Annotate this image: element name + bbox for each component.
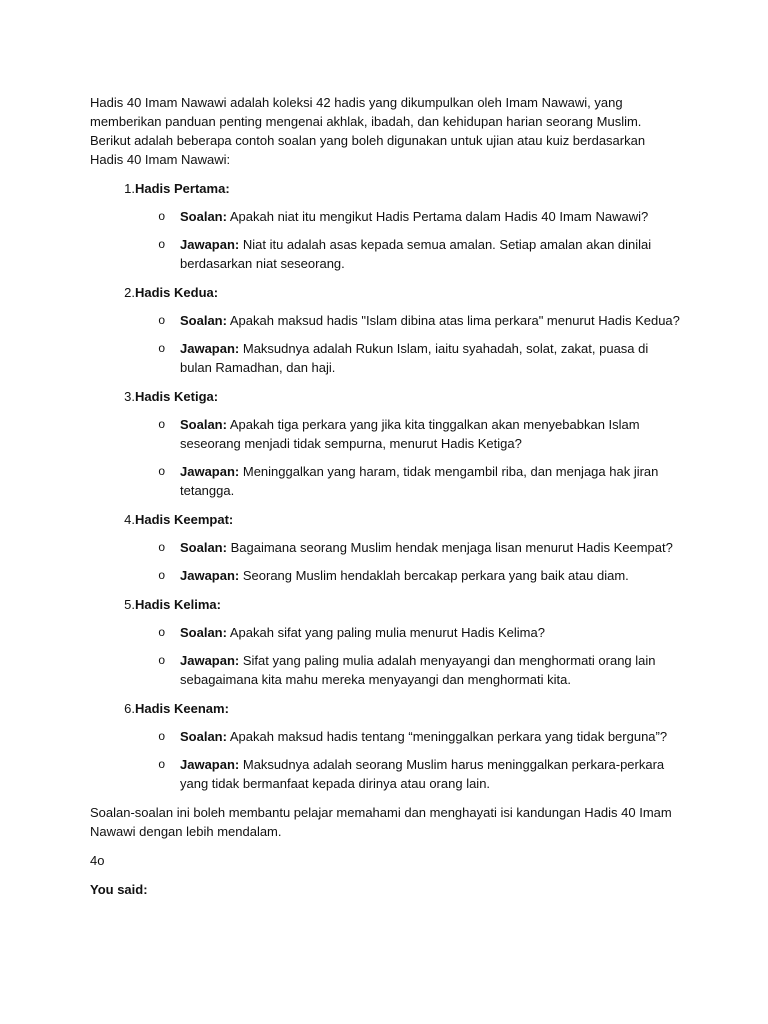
question-label: Soalan: [180,540,227,555]
answer-text: Jawapan: Sifat yang paling mulia adalah menyayangi dan menghormati orang lain sebagaimana kita mahu mereka menyayangi dan menghormati kita. [180,653,656,687]
answer-label: Jawapan: [180,464,240,479]
hadis-title: Hadis Keempat: [135,512,234,527]
bullet-icon: o [158,757,165,771]
hadis-item [90,179,680,273]
bullet-icon: o [158,540,165,554]
hadis-item [90,283,680,377]
question-text: Soalan: Apakah sifat yang paling mulia menurut Hadis Kelima? [180,625,545,640]
question-label: Soalan: [180,417,227,432]
question-item [90,207,680,226]
hadis-item [90,510,680,585]
question-item [90,415,680,453]
bullet-icon: o [158,568,165,582]
list-number: 5. [124,597,135,612]
bullet-icon: o [158,417,165,431]
question-text: Soalan: Bagaimana seorang Muslim hendak menjaga lisan menurut Hadis Keempat? [180,540,673,555]
bullet-icon: o [158,653,165,667]
answer-item [90,235,680,273]
question-label: Soalan: [180,625,227,640]
hadis-title: Hadis Ketiga: [135,389,219,404]
bullet-icon: o [158,237,165,251]
question-label: Soalan: [180,209,227,224]
answer-label: Jawapan: [180,341,240,356]
list-number: 1. [124,181,135,196]
hadis-heading [90,283,680,302]
answer-text: Jawapan: Seorang Muslim hendaklah bercakap perkara yang baik atau diam. [180,568,629,583]
answer-label: Jawapan: [180,653,240,668]
question-text: Soalan: Apakah maksud hadis tentang “meninggalkan perkara yang tidak berguna”? [180,729,668,744]
question-text: Soalan: Apakah tiga perkara yang jika kita tinggalkan akan menyebabkan Islam seseorang menjadi tidak sempurna, menurut Hadis Ketiga? [180,417,640,451]
list-number: 3. [124,389,135,404]
hadis-heading [90,179,680,198]
answer-text: Jawapan: Niat itu adalah asas kepada semua amalan. Setiap amalan akan dinilai berdasarkan niat seseorang. [180,237,652,271]
question-item [90,311,680,330]
answer-item [90,651,680,689]
bullet-icon: o [158,209,165,223]
hadis-title: Hadis Kelima: [135,597,221,612]
answer-item [90,339,680,377]
question-label: Soalan: [180,313,227,328]
question-item [90,623,680,642]
hadis-item [90,699,680,793]
answer-text: Jawapan: Meninggalkan yang haram, tidak mengambil riba, dan menjaga hak jiran tetangga. [180,464,659,498]
model-label: 4o [90,853,105,868]
hadis-heading [90,699,680,718]
question-text: Soalan: Apakah maksud hadis "Islam dibina atas lima perkara" menurut Hadis Kedua? [180,313,680,328]
bullet-icon: o [158,464,165,478]
hadis-item [90,595,680,689]
qa-list [90,538,680,585]
hadis-heading [90,595,680,614]
qa-list [90,415,680,500]
question-item [90,727,680,746]
document-page [90,93,680,899]
hadis-title: Hadis Kedua: [135,285,219,300]
list-number: 2. [124,285,135,300]
bullet-icon: o [158,313,165,327]
question-item [90,538,680,557]
answer-item [90,755,680,793]
answer-label: Jawapan: [180,237,240,252]
qa-list [90,727,680,793]
question-text: Soalan: Apakah niat itu mengikut Hadis Pertama dalam Hadis 40 Imam Nawawi? [180,209,649,224]
hadis-title: Hadis Keenam: [135,701,229,716]
bullet-icon: o [158,341,165,355]
answer-text: Jawapan: Maksudnya adalah seorang Muslim harus meninggalkan perkara-perkara yang tidak bermanfaat kepada dirinya atau orang lain. [180,757,665,791]
hadis-item [90,387,680,500]
hadis-title: Hadis Pertama: [135,181,230,196]
bullet-icon: o [158,729,165,743]
qa-list [90,311,680,377]
answer-item [90,462,680,500]
answer-label: Jawapan: [180,757,240,772]
hadis-list [90,179,680,793]
hadis-heading [90,510,680,529]
qa-list [90,207,680,273]
intro-paragraph: Hadis 40 Imam Nawawi adalah koleksi 42 hadis yang dikumpulkan oleh Imam Nawawi, yang memberikan panduan penting mengenai akhlak, ibadah, dan kehidupan harian seorang Muslim. Berikut adalah beberapa contoh soalan yang boleh digunakan untuk ujian atau kuiz berdasarkan Hadis 40 Imam Nawawi: [90,95,646,167]
closing-paragraph: Soalan-soalan ini boleh membantu pelajar memahami dan menghayati isi kandungan Hadis 40 Imam Nawawi dengan lebih mendalam. [90,805,672,839]
question-label: Soalan: [180,729,227,744]
bullet-icon: o [158,625,165,639]
answer-item [90,566,680,585]
qa-list [90,623,680,689]
hadis-heading [90,387,680,406]
answer-label: Jawapan: [180,568,240,583]
answer-text: Jawapan: Maksudnya adalah Rukun Islam, iaitu syahadah, solat, zakat, puasa di bulan Ramadhan, dan haji. [180,341,649,375]
list-number: 4. [124,512,135,527]
list-number: 6. [124,701,135,716]
you-said-label: You said: [90,882,148,897]
